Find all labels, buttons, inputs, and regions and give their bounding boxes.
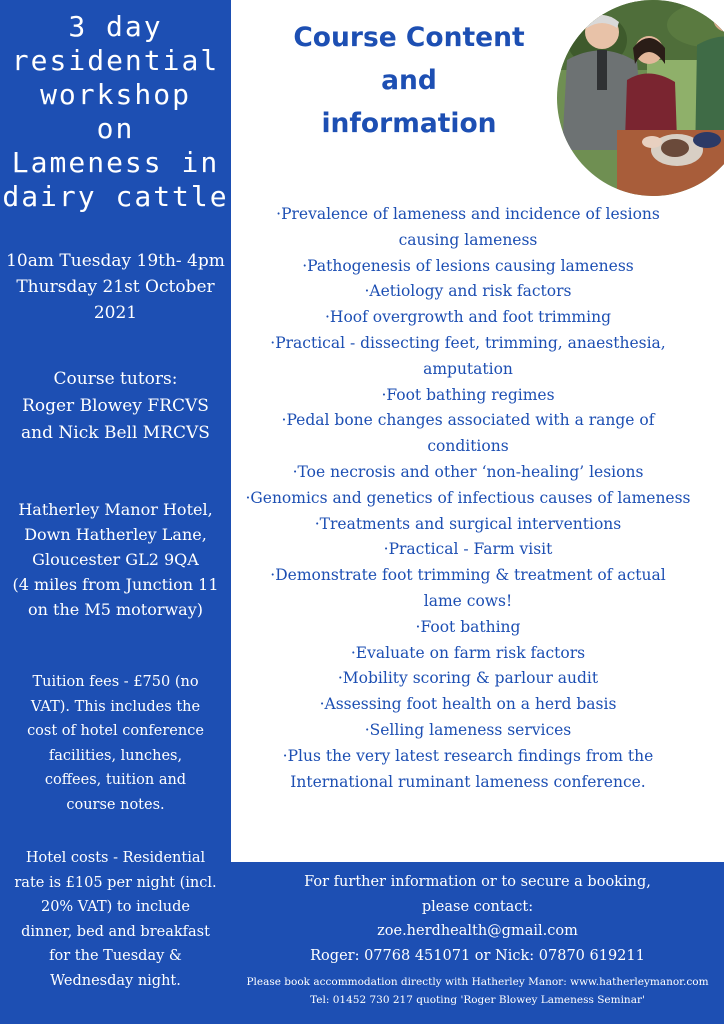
title-line: dairy cattle [2, 180, 229, 213]
accommodation-line: Tel: 01452 730 217 quoting 'Roger Blowey Lameness Seminar' [310, 994, 645, 1006]
content-line: lame cows! [423, 591, 513, 610]
content-line: causing lameness [398, 230, 538, 249]
content-line: ·Assessing foot health on a herd basis [319, 695, 617, 714]
title-line: Lameness in [11, 146, 220, 179]
fees-line: facilities, lunches, [48, 747, 183, 764]
fees-line: course notes. [66, 796, 165, 813]
workshop-title [0, 10, 231, 214]
dates-line: 10am Tuesday 19th- 4pm [6, 251, 225, 271]
content-line: ·Demonstrate foot trimming & treatment of actual [270, 566, 666, 585]
content-line: ·Genomics and genetics of infectious causes of lameness [245, 488, 691, 507]
content-line: ·Pedal bone changes associated with a range of [281, 411, 655, 430]
hotel-line: rate is £105 per night (incl. [14, 874, 217, 891]
content-line: conditions [427, 437, 509, 456]
fees-line: cost of hotel conference [27, 723, 204, 739]
accommodation-note [231, 973, 724, 1009]
content-line: ·Foot bathing [415, 617, 521, 636]
content-line: ·Selling lameness services [364, 720, 572, 739]
tuition-fees [0, 670, 231, 817]
venue-line: on the M5 motorway) [28, 600, 203, 619]
heading-line: and [381, 65, 437, 96]
content-line: ·Practical - Farm visit [383, 540, 553, 559]
workshop-photo [557, 0, 724, 196]
fees-line: Tuition fees - £750 (no [32, 674, 199, 690]
content-line: ·Treatments and surgical interventions [314, 514, 622, 533]
tutors-line: and Nick Bell MRCVS [21, 423, 210, 443]
hotel-line: Wednesday night. [50, 972, 181, 989]
content-line: amputation [423, 359, 513, 378]
fees-line: VAT). This includes the [30, 698, 201, 715]
content-line: ·Pathogenesis of lesions causing lameness [302, 256, 634, 275]
contact-info [231, 870, 724, 968]
content-line: ·Practical - dissecting feet, trimming, anaesthesia, [270, 333, 666, 352]
venue-line: Down Hatherley Lane, [24, 525, 207, 544]
contact-phones: Roger: 07768 451071 or Nick: 07870 619211 [310, 947, 645, 964]
fees-line: coffees, tuition and [44, 772, 187, 788]
content-line: ·Aetiology and risk factors [364, 282, 572, 301]
heading-line: Course Content [293, 22, 525, 53]
venue-line: (4 miles from Junction 11 [12, 575, 219, 594]
hotel-line: for the Tuesday & [49, 948, 182, 964]
accommodation-line: Please book accommodation directly with Hatherley Manor: www.hatherleymanor.com [246, 976, 709, 988]
course-content-list [236, 202, 700, 795]
title-line: residential [11, 44, 220, 77]
contact-line: please contact: [421, 898, 534, 915]
title-line: 3 day [68, 10, 163, 43]
content-line: ·Foot bathing regimes [381, 385, 555, 404]
dates-line: 2021 [93, 303, 138, 323]
hotel-costs [0, 846, 231, 993]
content-line: ·Mobility scoring & parlour audit [337, 669, 599, 688]
workshop-dates [0, 248, 231, 326]
dates-line: Thursday 21st October [16, 277, 215, 297]
hoof-trimming-photo-illustration [557, 0, 724, 196]
venue-line: Hatherley Manor Hotel, [18, 500, 213, 519]
title-line: on [96, 112, 135, 145]
content-line: International ruminant lameness conference. [290, 772, 646, 791]
content-line: ·Evaluate on farm risk factors [350, 643, 586, 662]
contact-footer [231, 862, 724, 1024]
content-line: ·Plus the very latest research findings from the [282, 746, 654, 765]
sidebar-panel [0, 0, 231, 1024]
course-content-heading [270, 16, 548, 145]
hotel-line: dinner, bed and breakfast [21, 923, 210, 940]
tutors-line: Course tutors: [53, 369, 178, 389]
hotel-line: Hotel costs - Residential [25, 850, 206, 866]
contact-email[interactable]: zoe.herdhealth@gmail.com [377, 923, 578, 939]
tutors-line: Roger Blowey FRCVS [22, 396, 209, 416]
venue-address [0, 497, 231, 622]
title-line: workshop [40, 78, 191, 111]
content-line: ·Hoof overgrowth and foot trimming [325, 308, 611, 327]
course-tutors [0, 366, 231, 447]
content-line: ·Prevalence of lameness and incidence of lesions [276, 205, 660, 223]
contact-line: For further information or to secure a booking, [304, 874, 651, 890]
hotel-line: 20% VAT) to include [40, 899, 191, 915]
content-line: ·Toe necrosis and other ‘non-healing’ lesions [292, 462, 644, 481]
heading-line: information [321, 108, 497, 139]
venue-line: Gloucester GL2 9QA [32, 550, 199, 569]
